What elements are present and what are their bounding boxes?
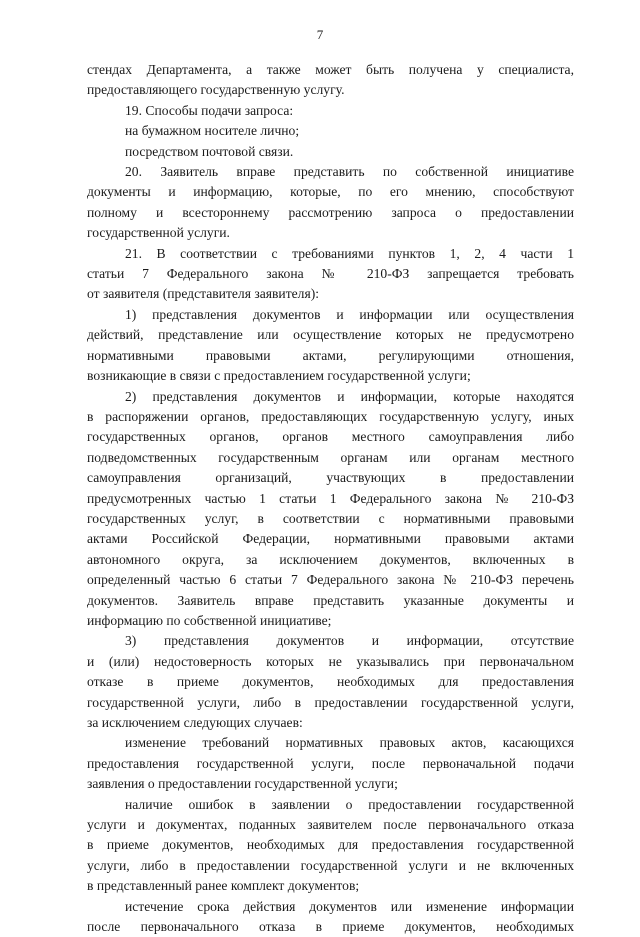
- text-line: от заявителя (представителя заявителя):: [87, 286, 320, 302]
- text-line: статьи 7 Федерального закона № 210-ФЗ запрещается требовать: [87, 266, 574, 282]
- text-line: 19. Способы подачи запроса:: [125, 102, 294, 118]
- text-line: подведомственных государственным органам или органам местного: [87, 449, 574, 465]
- text-line: государственных услуг, в соответствии с нормативными правовыми: [87, 510, 574, 526]
- text-line: автономного округа, за исключением документов, включенных в: [87, 551, 574, 567]
- page-number: 7: [316, 27, 324, 42]
- text-line: изменение требований нормативных правовых актов, касающихся: [125, 735, 574, 751]
- text-line: в приеме документов, необходимых для предоставления государственной: [87, 837, 574, 853]
- text-line: 1) представления документов и информации или осуществления: [125, 306, 574, 322]
- text-line: предоставления государственной услуги, после первоначальной подачи: [87, 755, 574, 771]
- text-line: услуги и документах, поданных заявителем после первоначального отказа: [87, 817, 574, 833]
- text-line: предусмотренных частью 1 статьи 1 Федерального закона № 210-ФЗ: [87, 490, 574, 506]
- text-line: 21. В соответствии с требованиями пунктов 1, 2, 4 части 1: [125, 245, 574, 261]
- text-line: заявления о предоставлении государственной услуги;: [87, 776, 398, 792]
- text-line: документы и информацию, которые, по его мнению, способствуют: [87, 184, 574, 200]
- text-line: стендах Департамента, а также может быть получена у специалиста,: [87, 62, 574, 77]
- text-line: информацию по собственной инициативе;: [87, 612, 332, 628]
- text-line: 3) представления документов и информации, отсутствие: [125, 633, 574, 649]
- text-line: предоставляющего государственную услугу.: [87, 82, 345, 98]
- text-line: истечение срока действия документов или изменение информации: [125, 898, 574, 914]
- text-line: после первоначального отказа в приеме документов, необходимых: [87, 919, 574, 935]
- text-line: определенный частью 6 статьи 7 Федерального закона № 210-ФЗ перечень: [87, 572, 574, 588]
- text-line: документов. Заявитель вправе представить указанные документы и: [87, 592, 574, 608]
- text-line: наличие ошибок в заявлении о предоставлении государственной: [125, 796, 574, 812]
- text-line: услуги, либо в предоставлении государственной услуги и не включенных: [87, 857, 574, 873]
- text-line: актами Российской Федерации, нормативными правовыми актами: [87, 531, 574, 547]
- text-line: полному и всестороннему рассмотрению запроса о предоставлении: [87, 204, 574, 220]
- text-line: возникающие в связи с предоставлением государственной услуги;: [87, 368, 471, 384]
- text-line: в представленный ранее комплект документов;: [87, 878, 360, 894]
- text-line: и (или) недостоверность которых не указывались при первоначальном: [87, 653, 574, 669]
- text-line: отказе в приеме документов, необходимых для предоставления: [87, 674, 574, 690]
- text-line: 20. Заявитель вправе представить по собственной инициативе: [125, 164, 574, 180]
- text-line: самоуправления организаций, участвующих в предоставлении: [87, 470, 574, 486]
- text-line: государственной услуги, либо в предоставлении государственной услуги,: [87, 694, 574, 710]
- text-line: за исключением следующих случаев:: [87, 715, 303, 730]
- text-line: государственной услуги.: [87, 225, 230, 241]
- text-line: государственных органов, органов местного самоуправления либо: [87, 429, 574, 445]
- text-line: действий, представление или осуществление которых не предусмотрено: [87, 327, 574, 343]
- text-line: на бумажном носителе лично;: [125, 123, 300, 139]
- text-line: посредством почтовой связи.: [125, 143, 294, 159]
- text-line: нормативными правовыми актами, регулирующими отношения,: [87, 347, 574, 363]
- document-body: [87, 60, 574, 937]
- text-line: 2) представления документов и информации, которые находятся: [125, 388, 574, 404]
- text-line: в распоряжении органов, предоставляющих государственную услугу, иных: [87, 408, 574, 424]
